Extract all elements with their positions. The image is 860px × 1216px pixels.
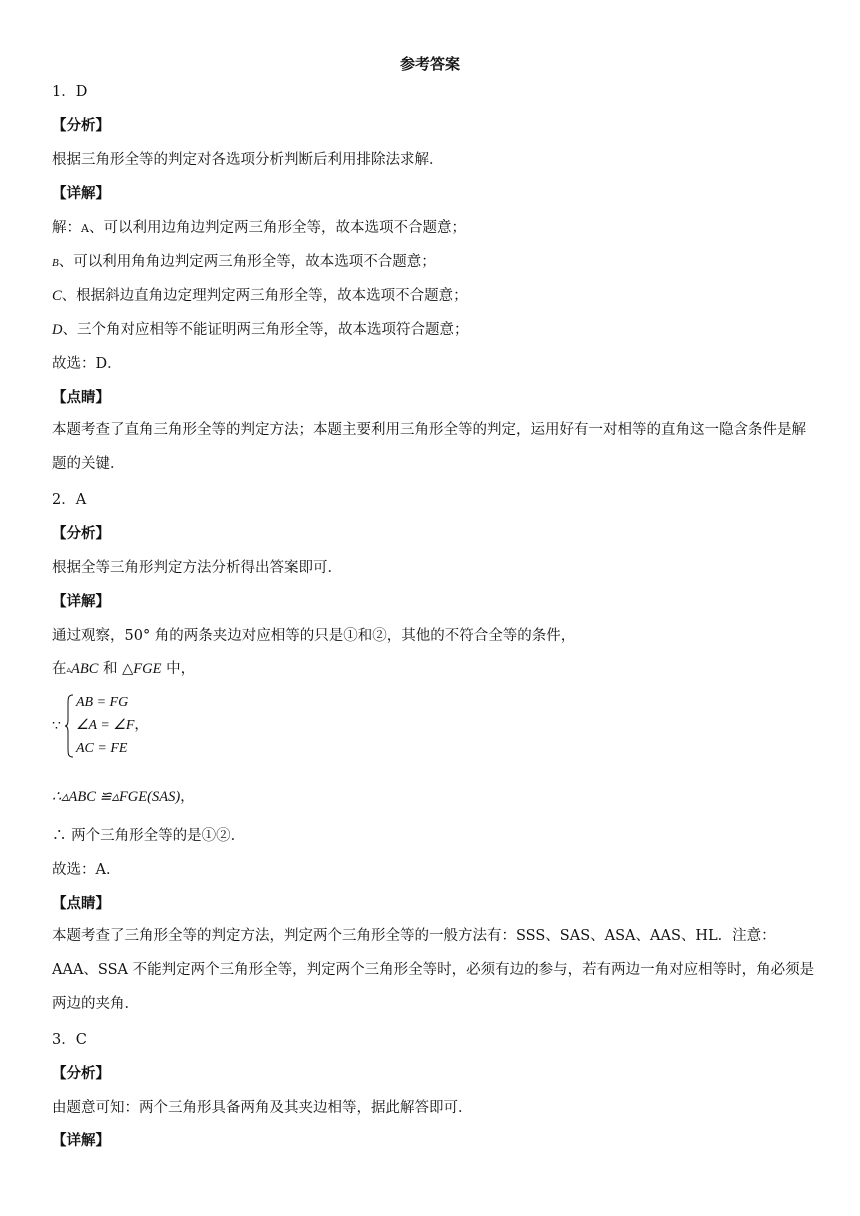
q2-observation: 通过观察，50° 角的两条夹边对应相等的只是①和②，其他的不符合全等的条件， <box>52 628 576 644</box>
q1-option-b <box>52 252 820 273</box>
q1-comment-heading: 【点睛】 <box>52 389 110 406</box>
q2-analysis-heading: 【分析】 <box>52 525 110 542</box>
q1-option-d-text: 、三个角对应相等不能证明两三角形全等，故本选项符合题意； <box>62 322 469 338</box>
q2-choice: 故选：A． <box>52 862 121 878</box>
q1-comment-text: 本题考查了直角三角形全等的判定方法；本题主要利用三角形全等的判定，运用好有一对相等的直角这一隐含条件是解题的关键． <box>52 422 806 472</box>
q2-therefore-congruent <box>52 787 820 807</box>
q2-in-prefix: 在 <box>52 661 67 677</box>
q2-equation-2-expr: ∠A = ∠F <box>76 718 135 733</box>
q1-solution-prefix: 解： <box>52 220 81 236</box>
q2-comment-text: 本题考查了三角形全等的判定方法，判定两个三角形全等的一般方法有：SSS、SAS、ASA、AAS、HL．注意：AAA、SSA 不能判定两个三角形全等，判定两个三角形全等时，必须有边的参与，若有两边一角对应相等时，角必须是两边的夹角． <box>52 928 815 1012</box>
q2-triangle-2: FGE <box>133 661 162 677</box>
q2-congruence-statement: ∴▵ABC ≌▵FGE(SAS) <box>52 789 181 805</box>
q2-equation-system <box>52 692 252 760</box>
q1-analysis-heading: 【分析】 <box>52 117 110 134</box>
q1-option-c-text: 、根据斜边直角边定理判定两三角形全等，故本选项不合题意； <box>61 288 468 304</box>
q2-detail-heading: 【详解】 <box>52 593 110 610</box>
q1-option-c <box>52 286 820 306</box>
q1-option-b-text: 、可以利用角角边判定两三角形全等，故本选项不合题意； <box>58 254 436 270</box>
triangle-icon: △ <box>122 661 134 677</box>
q1-option-a <box>52 218 820 239</box>
q2-equation-2-suffix: ， <box>134 718 149 733</box>
q2-and: 和 <box>98 661 123 677</box>
q1-option-a-text: 、可以利用边角边判定两三角形全等，故本选项不合题意； <box>88 220 466 236</box>
q3-analysis-text: 由题意可知：两个三角形具备两角及其夹边相等，据此解答即可． <box>52 1100 473 1116</box>
q2-congruence-suffix: ， <box>180 789 195 805</box>
q3-number: 3．C <box>52 1032 87 1048</box>
q1-analysis-text: 根据三角形全等的判定对各选项分析判断后利用排除法求解． <box>52 152 444 168</box>
q1-detail-heading: 【详解】 <box>52 185 110 202</box>
q2-equation-2 <box>76 717 148 735</box>
q2-equation-3: AC = FE <box>76 741 128 756</box>
q2-triangle-1: ABC <box>71 661 99 677</box>
triangle-small-icon: ▵ <box>66 665 72 675</box>
q2-therefore-conclusion: ∴ 两个三角形全等的是①②． <box>52 828 246 844</box>
q2-comment-heading: 【点睛】 <box>52 895 110 912</box>
q3-detail-heading: 【详解】 <box>52 1132 110 1149</box>
q2-equation-1: AB = FG <box>76 695 129 710</box>
page-title: 参考答案 <box>399 55 460 73</box>
q1-choice: 故选：D． <box>52 356 122 372</box>
q1-option-d <box>52 320 820 340</box>
because-symbol: ∵ <box>52 718 61 734</box>
left-brace-icon <box>64 694 74 758</box>
q2-in-suffix: 中， <box>161 661 196 677</box>
q1-option-b-letter: B <box>52 257 59 269</box>
q2-triangle-intro <box>52 659 820 680</box>
q1-number: 1．D <box>52 84 88 100</box>
q2-analysis-text: 根据全等三角形判定方法分析得出答案即可． <box>52 560 342 576</box>
q1-option-c-letter: C <box>52 288 62 304</box>
q3-analysis-heading: 【分析】 <box>52 1065 110 1082</box>
q1-option-d-letter: D <box>52 322 63 338</box>
q2-number: 2．A <box>52 492 87 508</box>
q1-option-a-letter: A <box>81 222 89 235</box>
